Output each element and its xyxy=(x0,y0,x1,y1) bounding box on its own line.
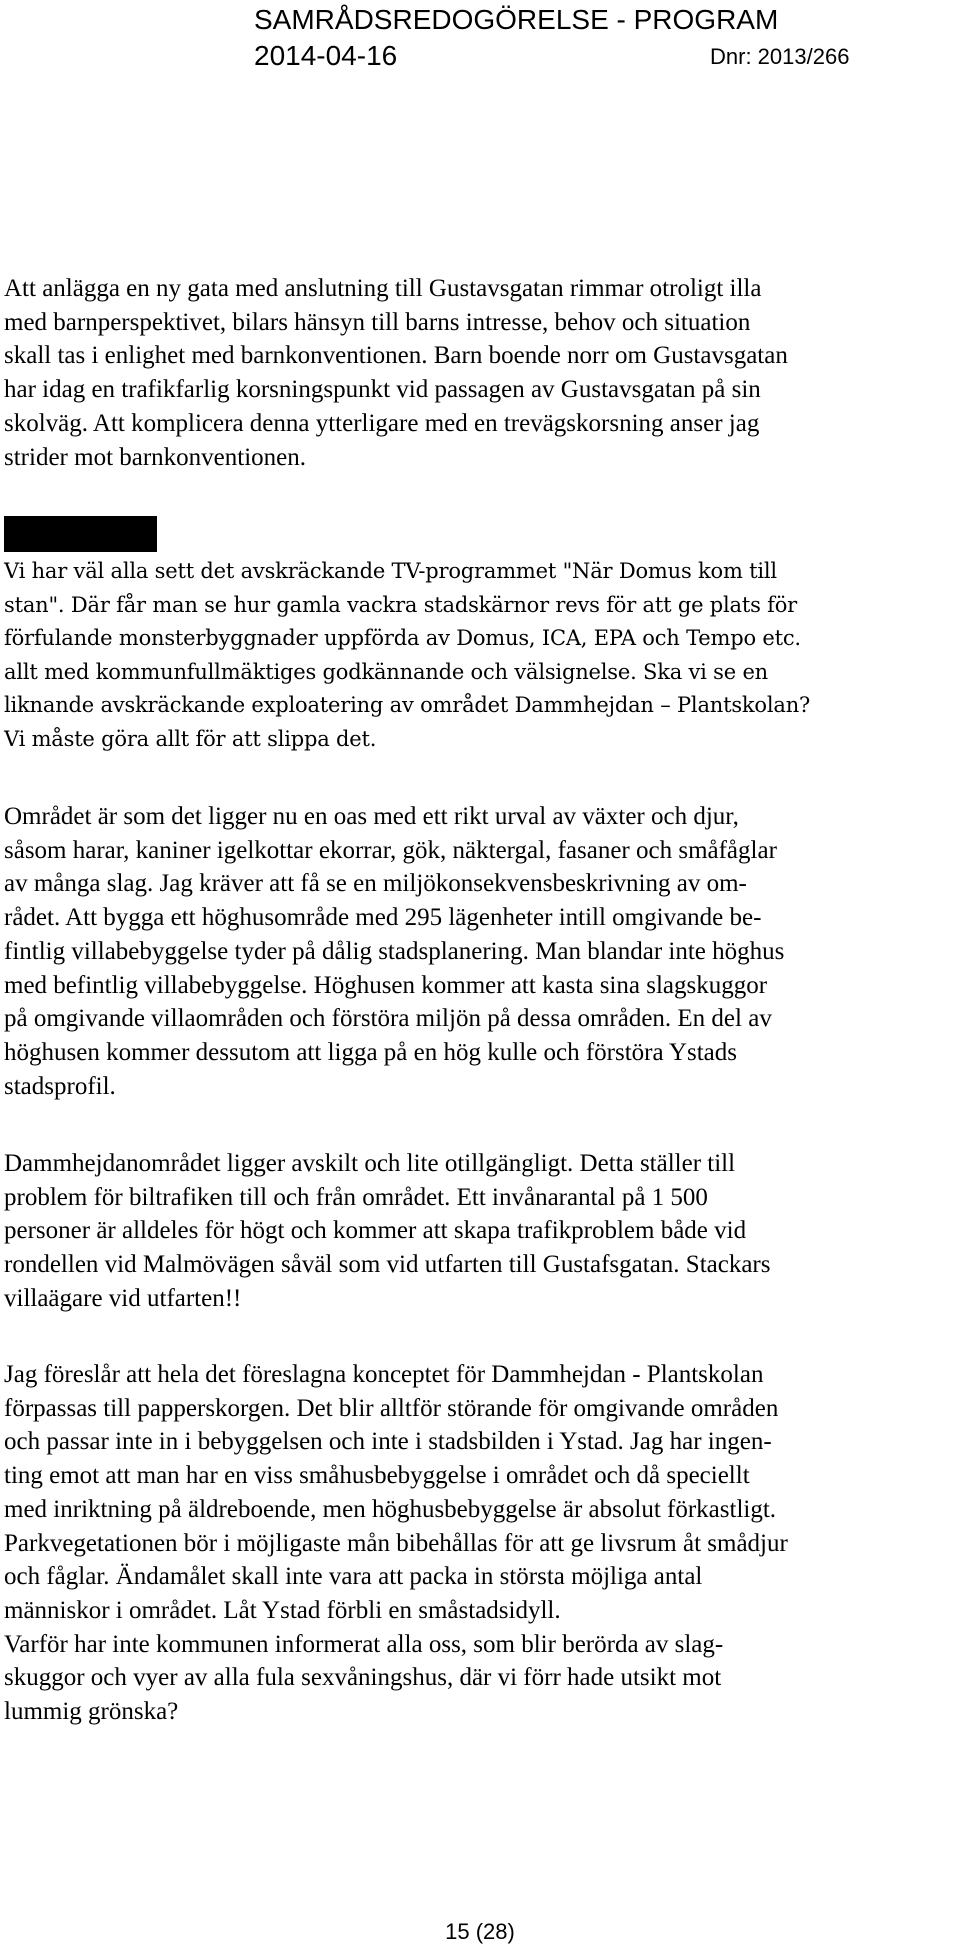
text-line: höghusen kommer dessutom att ligga på en hög kulle och förstöra Ystads xyxy=(4,1038,737,1066)
text-line: Vi har väl alla sett det avskräckande TV-programmet "När Domus kom till xyxy=(4,559,777,583)
redaction-block xyxy=(4,516,157,552)
document-date: 2014-04-16 xyxy=(254,40,398,71)
paragraph-domus xyxy=(4,555,960,756)
text-line: stadsprofil. xyxy=(4,1072,116,1100)
text-line: Vi måste göra allt för att slippa det. xyxy=(4,726,377,751)
text-line: rådet. Att bygga ett höghusområde med 295 lägenheter intill omgivande be- xyxy=(4,904,762,932)
text-line: allt med kommunfullmäktiges godkännande och välsignelse. Ska vi se en xyxy=(4,659,769,684)
text-line: stan". Där får man se hur gamla vackra stadskärnor revs för att ge plats för xyxy=(4,592,797,617)
document-title: SAMRÅDSREDOGÖRELSE - PROGRAM xyxy=(254,4,779,35)
text-line: fintlig villabebyggelse tyder på dålig stadsplanering. Man blandar inte höghus xyxy=(4,937,785,965)
text-line: strider mot barnkonventionen. xyxy=(4,443,307,471)
text-line: av många slag. Jag kräver att få se en miljökonsekvensbeskrivning av om- xyxy=(4,870,747,898)
text-line: skuggor och vyer av alla fula sexvåningshus, där vi förr hade utsikt mot xyxy=(4,1664,722,1692)
paragraph-nature-area xyxy=(4,800,960,1103)
text-line: skolväg. Att komplicera denna ytterligare med en trevägskorsning anser jag xyxy=(4,409,760,437)
page-number: 15 (28) xyxy=(445,1919,515,1944)
text-line: Parkvegetationen bör i möjligaste mån bibehållas för att ge livsrum åt smådjur xyxy=(4,1529,788,1557)
text-line: och fåglar. Ändamålet skall inte vara att packa in största möjliga antal xyxy=(4,1563,703,1591)
text-line: lummig grönska? xyxy=(4,1698,179,1726)
text-line: på omgivande villaområden och förstöra miljön på dessa områden. En del av xyxy=(4,1005,772,1033)
text-line: Jag föreslår att hela det föreslagna konceptet för Dammhejdan - Plantskolan xyxy=(4,1361,764,1388)
paragraph-child-perspective xyxy=(4,272,960,474)
text-line: ting emot att man har en viss småhusbebyggelse i området och då speciellt xyxy=(4,1462,750,1490)
text-line: har idag en trafikfarlig korsningspunkt vid passagen av Gustavsgatan på sin xyxy=(4,376,761,404)
text-line: såsom harar, kaniner igelkottar ekorrar, gök, näktergal, fasaner och småfåglar xyxy=(4,836,777,864)
text-line: Dammhejdanområdet ligger avskilt och lite otillgängligt. Detta ställer till xyxy=(4,1150,736,1177)
text-line: med barnperspektivet, bilars hänsyn till barns intresse, behov och situation xyxy=(4,308,751,336)
text-line: och passar inte in i bebyggelsen och inte i stadsbilden i Ystad. Jag har ingen- xyxy=(4,1428,772,1456)
text-line: rondellen vid Malmövägen såväl som vid utfarten till Gustafsgatan. Stackars xyxy=(4,1251,771,1279)
text-line: liknande avskräckande exploatering av området Dammhejdan – Plantskolan? xyxy=(4,693,811,717)
document-reference-number: Dnr: 2013/266 xyxy=(710,44,850,69)
text-line: människor i området. Låt Ystad förbli en småstadsidyll. xyxy=(4,1596,561,1624)
text-line: Området är som det ligger nu en oas med ett rikt urval av växter och djur, xyxy=(4,803,739,830)
text-line: förpassas till papperskorgen. Det blir alltför störande för omgivande områden xyxy=(4,1394,779,1422)
text-line: förfulande monsterbyggnader uppförda av Domus, ICA, EPA och Tempo etc. xyxy=(4,626,801,650)
text-line: personer är alldeles för högt och kommer att skapa trafikproblem både vid xyxy=(4,1217,747,1245)
paragraph-traffic xyxy=(4,1147,960,1316)
text-line: villaägare vid utfarten!! xyxy=(4,1284,242,1312)
paragraph-proposal xyxy=(4,1358,960,1729)
text-line: problem för biltrafiken till och från området. Ett invånarantal på 1 500 xyxy=(4,1183,708,1211)
text-line: med inriktning på äldreboende, men höghusbebyggelse är absolut förkastligt. xyxy=(4,1495,777,1523)
text-line: Att anlägga en ny gata med anslutning till Gustavsgatan rimmar otroligt illa xyxy=(4,275,762,302)
text-line: med befintlig villabebyggelse. Höghusen kommer att kasta sina slagskuggor xyxy=(4,971,768,999)
text-line: Varför har inte kommunen informerat alla oss, som blir berörda av slag- xyxy=(4,1630,724,1658)
text-line: skall tas i enlighet med barnkonventionen. Barn boende norr om Gustavsgatan xyxy=(4,342,788,370)
